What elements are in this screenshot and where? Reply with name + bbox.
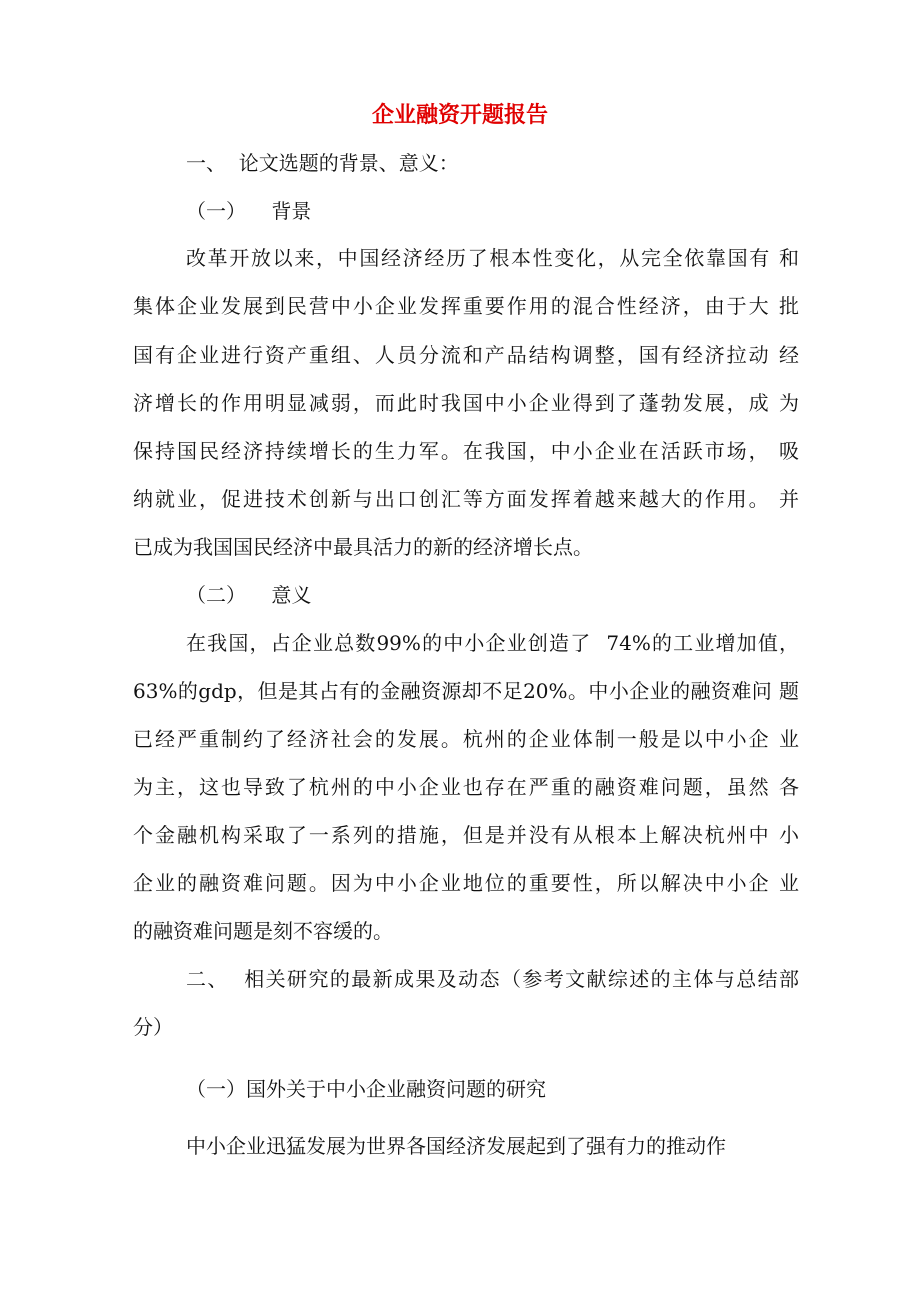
- paragraph-line: 已成为我国国民经济中最具活力的新的经济增长点。: [133, 535, 593, 559]
- paragraph-line: 63%的gdp，但是其占有的金融资源却不足20%。中小企业的融资难问 题: [133, 679, 799, 703]
- section-1-sub-1-heading: （一） 背景: [186, 199, 312, 223]
- paragraph-line: 个金融机构采取了一系列的措施，但是并没有从根本上解决杭州中 小: [133, 823, 799, 847]
- paragraph-line: 已经严重制约了经济社会的发展。杭州的企业体制一般是以中小企 业: [133, 727, 799, 751]
- document-title: 企业融资开题报告: [371, 102, 548, 128]
- paragraph-line: 的融资难问题是刻不容缓的。: [133, 919, 393, 943]
- paragraph-line: 保持国民经济持续增长的生力军。在我国，中小企业在活跃市场， 吸: [133, 439, 799, 463]
- paragraph-line: 在我国，占企业总数99%的中小企业创造了 74%的工业增加值，: [186, 631, 799, 655]
- section-1-sub-2-heading: （二） 意义: [186, 583, 312, 607]
- paragraph-line: 中小企业迅猛发展为世界各国经济发展起到了强有力的推动作: [186, 1134, 726, 1158]
- paragraph-line: 济增长的作用明显减弱，而此时我国中小企业得到了蓬勃发展，成 为: [133, 391, 799, 415]
- paragraph-line: 企业的融资难问题。因为中小企业地位的重要性，所以解决中小企 业: [133, 871, 799, 895]
- section-2-heading-continued: 分）: [133, 1015, 173, 1039]
- paragraph-line: 为主，这也导致了杭州的中小企业也存在严重的融资难问题，虽然 各: [133, 775, 799, 799]
- paragraph-line: 国有企业进行资产重组、人员分流和产品结构调整，国有经济拉动 经: [133, 343, 799, 367]
- paragraph-line: 集体企业发展到民营中小企业发挥重要作用的混合性经济，由于大 批: [133, 294, 799, 318]
- paragraph-line: 纳就业，促进技术创新与出口创汇等方面发挥着越来越大的作用。 并: [133, 487, 799, 511]
- section-2-heading: 二、 相关研究的最新成果及动态（参考文献综述的主体与总结部: [186, 967, 799, 991]
- paragraph-line: 改革开放以来，中国经济经历了根本性变化，从完全依靠国有 和: [186, 246, 799, 270]
- section-2-sub-1-heading: （一）国外关于中小企业融资问题的研究: [186, 1077, 546, 1101]
- section-1-heading: 一、 论文选题的背景、意义：: [186, 151, 459, 175]
